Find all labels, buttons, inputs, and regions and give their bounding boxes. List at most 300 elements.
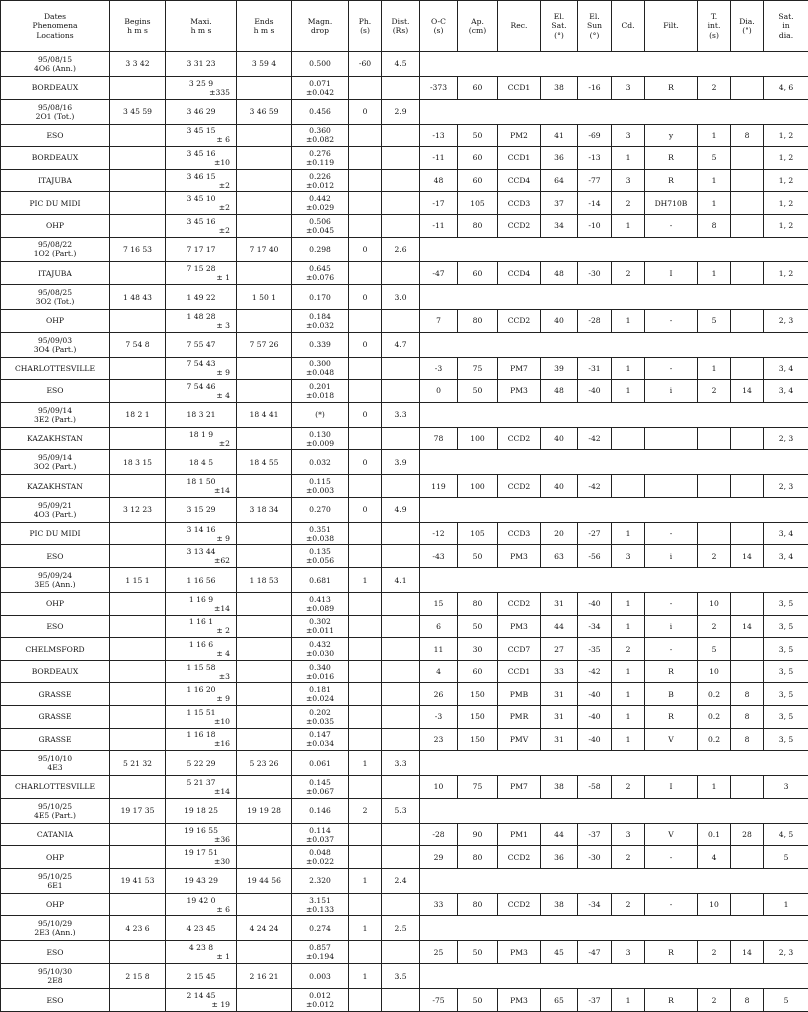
obs-diaphragm: 28: [731, 823, 764, 846]
observation-row: [1, 593, 808, 616]
obs-diaphragm: [731, 522, 764, 545]
obs-elevation-sun: -35: [578, 638, 612, 661]
obs-maxi-time: 3 13 44: [186, 547, 216, 557]
obs-sats-in-diaphragm: 3, 5: [764, 660, 808, 683]
col-ph-header: [349, 1, 382, 52]
obs-magn: [292, 214, 349, 237]
obs-begins: [110, 169, 166, 192]
obs-ph: [349, 310, 382, 333]
obs-ends: [237, 147, 292, 170]
obs-location: OHP: [1, 214, 110, 237]
obs-magn: [292, 728, 349, 751]
obs-elevation-sat: 64: [541, 169, 578, 192]
obs-aperture: 90: [458, 823, 498, 846]
obs-diaphragm: [731, 660, 764, 683]
obs-magn-error: ±0.045: [305, 225, 335, 235]
obs-maxi-time: 3 45 10: [186, 194, 216, 204]
event-phenomenon: 4E3: [47, 763, 63, 773]
obs-magn-value: 0.432: [309, 640, 331, 650]
obs-dist: [382, 192, 420, 215]
obs-dist: [382, 593, 420, 616]
event-date: 95/10/25: [37, 801, 73, 811]
observation-row: [1, 846, 808, 869]
event-dist: 3.5: [382, 964, 420, 989]
obs-maxi-error: ± 19: [211, 1000, 230, 1009]
obs-maxi: [166, 823, 237, 846]
obs-receiver: CCD2: [498, 593, 541, 616]
obs-ph: [349, 893, 382, 916]
obs-elevation-sat: 38: [541, 76, 578, 99]
obs-receiver: CCD1: [498, 660, 541, 683]
obs-receiver: CCD4: [498, 262, 541, 285]
obs-filter: -: [645, 893, 698, 916]
col-rec-line: Rec.: [510, 21, 528, 31]
event-magn: 0.003: [292, 964, 349, 989]
obs-elevation-sat: 36: [541, 846, 578, 869]
obs-aperture: 60: [458, 660, 498, 683]
obs-magn-error: ±0.024: [305, 694, 335, 704]
obs-sats-in-diaphragm: 1, 2: [764, 169, 808, 192]
header-row: [1, 1, 808, 52]
obs-elevation-sun: -69: [578, 124, 612, 147]
obs-maxi-time: 1 16 9: [188, 594, 214, 604]
col-elsun-header: [578, 1, 612, 52]
obs-elevation-sun: -14: [578, 192, 612, 215]
observation-row: [1, 638, 808, 661]
obs-filter: I: [645, 776, 698, 799]
obs-location: CHARLOTTESVILLE: [1, 357, 110, 380]
obs-aperture: 75: [458, 776, 498, 799]
obs-maxi: [166, 615, 237, 638]
obs-ph: [349, 941, 382, 964]
obs-maxi: [166, 706, 237, 729]
obs-magn-error: ±0.048: [305, 368, 335, 378]
obs-magn: [292, 192, 349, 215]
obs-elevation-sat: 65: [541, 989, 578, 1012]
obs-dist: [382, 147, 420, 170]
obs-dist: [382, 427, 420, 450]
observation-row: [1, 941, 808, 964]
obs-dist: [382, 380, 420, 403]
obs-oc: 26: [420, 683, 458, 706]
obs-integration-time: 0.2: [698, 728, 731, 751]
obs-conditions: 1: [612, 683, 645, 706]
event-ph: 1: [349, 916, 382, 941]
obs-location: CHARLOTTESVILLE: [1, 776, 110, 799]
obs-filter: y: [645, 124, 698, 147]
obs-magn: [292, 124, 349, 147]
obs-ph: [349, 475, 382, 498]
obs-ends: [237, 475, 292, 498]
event-date: 95/08/22: [37, 240, 73, 250]
obs-elevation-sat: 48: [541, 262, 578, 285]
col-satdia-line: dia.: [778, 30, 794, 40]
obs-maxi-time: 18 1 50: [186, 477, 216, 487]
event-phenomenon: 2O1 (Tot.): [35, 111, 75, 121]
observation-row: [1, 823, 808, 846]
obs-ends: [237, 728, 292, 751]
obs-receiver: PM1: [498, 823, 541, 846]
obs-aperture: 80: [458, 893, 498, 916]
obs-location: CATANIA: [1, 823, 110, 846]
obs-elevation-sat: 48: [541, 380, 578, 403]
obs-location: ESO: [1, 124, 110, 147]
col-filt-line: Filt.: [663, 21, 679, 31]
obs-elevation-sat: 31: [541, 706, 578, 729]
obs-aperture: 105: [458, 522, 498, 545]
obs-integration-time: [698, 427, 731, 450]
obs-magn-error: ±0.009: [305, 438, 335, 448]
obs-maxi-error: ±14: [213, 603, 230, 613]
col-dates-line: Locations: [36, 30, 74, 40]
obs-diaphragm: [731, 192, 764, 215]
obs-aperture: 50: [458, 124, 498, 147]
observation-row: [1, 192, 808, 215]
observation-row: [1, 357, 808, 380]
col-cd-line: Cd.: [621, 21, 635, 31]
obs-elevation-sat: 44: [541, 823, 578, 846]
event-blank-span: [420, 964, 808, 989]
obs-ends: [237, 776, 292, 799]
obs-integration-time: 4: [698, 846, 731, 869]
obs-elevation-sat: 41: [541, 124, 578, 147]
obs-elevation-sat: 31: [541, 683, 578, 706]
event-blank-span: [420, 402, 808, 427]
event-date: 95/08/16: [37, 102, 73, 112]
event-magn: (*): [292, 402, 349, 427]
event-maxi: 7 55 47: [166, 332, 237, 357]
observation-row: [1, 615, 808, 638]
obs-maxi-error: ± 9: [216, 533, 230, 543]
obs-diaphragm: 8: [731, 989, 764, 1012]
event-row: [1, 332, 808, 357]
obs-conditions: 1: [612, 380, 645, 403]
obs-conditions: 3: [612, 169, 645, 192]
obs-aperture: 50: [458, 989, 498, 1012]
event-date-phenomenon: [1, 497, 110, 522]
col-oc-header: [420, 1, 458, 52]
obs-conditions: 1: [612, 357, 645, 380]
event-date: 95/10/25: [37, 871, 73, 881]
obs-magn-value: 0.201: [309, 381, 331, 391]
obs-ends: [237, 893, 292, 916]
obs-maxi-error: ± 4: [216, 649, 230, 659]
event-ends: 1 18 53: [237, 568, 292, 593]
obs-diaphragm: [731, 776, 764, 799]
event-row: [1, 568, 808, 593]
col-dates-line: Dates: [43, 11, 67, 21]
obs-aperture: 80: [458, 310, 498, 333]
obs-ph: [349, 380, 382, 403]
event-date-phenomenon: [1, 52, 110, 77]
obs-sats-in-diaphragm: 3, 5: [764, 683, 808, 706]
obs-oc: -17: [420, 192, 458, 215]
event-maxi: 1 49 22: [166, 285, 237, 310]
event-dist: 3.3: [382, 402, 420, 427]
obs-maxi: [166, 683, 237, 706]
obs-aperture: 105: [458, 192, 498, 215]
event-date: 95/09/14: [37, 453, 73, 463]
obs-location: CHELMSFORD: [1, 638, 110, 661]
obs-maxi-time: 2 14 45: [186, 991, 216, 1000]
obs-maxi: [166, 380, 237, 403]
col-dates-line: Phenomena: [32, 21, 78, 31]
event-dist: 5.3: [382, 798, 420, 823]
obs-conditions: [612, 475, 645, 498]
event-date: 95/09/21: [37, 500, 73, 510]
event-phenomenon: 1O2 (Part.): [33, 249, 77, 259]
obs-receiver: CCD2: [498, 893, 541, 916]
obs-magn-value: 0.115: [309, 477, 331, 487]
obs-aperture: 50: [458, 615, 498, 638]
obs-magn-value: 0.181: [309, 685, 331, 695]
obs-begins: [110, 660, 166, 683]
event-ends: 5 23 26: [237, 751, 292, 776]
obs-location: KAZAKHSTAN: [1, 427, 110, 450]
col-rec-header: [498, 1, 541, 52]
obs-ends: [237, 823, 292, 846]
obs-magn: [292, 380, 349, 403]
obs-filter: [645, 427, 698, 450]
obs-diaphragm: [731, 76, 764, 99]
obs-begins: [110, 776, 166, 799]
event-date-phenomenon: [1, 916, 110, 941]
event-date-phenomenon: [1, 798, 110, 823]
obs-integration-time: 5: [698, 310, 731, 333]
obs-maxi-error: ± 9: [216, 368, 230, 378]
col-satdia-line: Sat.: [778, 11, 794, 21]
col-elsun-line: El.: [589, 11, 600, 21]
event-magn: 0.456: [292, 99, 349, 124]
obs-magn-error: ±0.194: [305, 952, 335, 962]
obs-elevation-sun: -37: [578, 823, 612, 846]
obs-oc: 6: [420, 615, 458, 638]
obs-magn: [292, 941, 349, 964]
obs-ends: [237, 522, 292, 545]
obs-ph: [349, 124, 382, 147]
obs-maxi-time: 3 45 16: [186, 148, 216, 158]
table-header: [1, 1, 808, 52]
obs-receiver: PM7: [498, 357, 541, 380]
obs-maxi-time: 19 17 51: [184, 848, 218, 858]
obs-receiver: PMB: [498, 683, 541, 706]
col-elsat-line: Sat.: [551, 21, 567, 31]
obs-sats-in-diaphragm: 3, 4: [764, 522, 808, 545]
event-begins: 3 45 59: [110, 99, 166, 124]
obs-location: GRASSE: [1, 728, 110, 751]
obs-location: OHP: [1, 846, 110, 869]
obs-magn: [292, 310, 349, 333]
obs-elevation-sun: -40: [578, 683, 612, 706]
event-blank-span: [420, 450, 808, 475]
obs-elevation-sat: 31: [541, 728, 578, 751]
obs-ends: [237, 706, 292, 729]
event-ph: 0: [349, 237, 382, 262]
obs-integration-time: 1: [698, 169, 731, 192]
obs-begins: [110, 615, 166, 638]
obs-begins: [110, 823, 166, 846]
obs-location: KAZAKHSTAN: [1, 475, 110, 498]
obs-diaphragm: [731, 893, 764, 916]
obs-sats-in-diaphragm: 2, 3: [764, 475, 808, 498]
col-begins-line: h m s: [127, 26, 148, 35]
obs-magn-error: ±0.056: [305, 556, 335, 566]
obs-dist: [382, 214, 420, 237]
event-row: [1, 99, 808, 124]
event-date-phenomenon: [1, 332, 110, 357]
obs-magn-value: 0.147: [309, 730, 331, 740]
obs-ends: [237, 310, 292, 333]
event-phenomenon: 3E5 (Ann.): [34, 580, 76, 590]
event-ph: 1: [349, 964, 382, 989]
obs-maxi-error: ±2: [218, 438, 230, 448]
obs-receiver: CCD2: [498, 475, 541, 498]
obs-magn-value: 0.276: [309, 148, 331, 158]
observation-row: [1, 76, 808, 99]
obs-sats-in-diaphragm: 1, 2: [764, 214, 808, 237]
obs-oc: -373: [420, 76, 458, 99]
obs-elevation-sat: 40: [541, 427, 578, 450]
obs-maxi-error: ±36: [213, 834, 230, 844]
obs-aperture: 60: [458, 262, 498, 285]
obs-maxi-error: ±335: [209, 87, 230, 97]
obs-location: ESO: [1, 989, 110, 1012]
obs-elevation-sat: 36: [541, 147, 578, 170]
obs-aperture: 60: [458, 76, 498, 99]
obs-integration-time: 5: [698, 147, 731, 170]
obs-integration-time: 10: [698, 893, 731, 916]
obs-elevation-sun: -31: [578, 357, 612, 380]
obs-filter: i: [645, 380, 698, 403]
obs-ph: [349, 357, 382, 380]
obs-ends: [237, 545, 292, 568]
obs-filter: -: [645, 593, 698, 616]
obs-magn-value: 0.506: [309, 216, 331, 226]
obs-begins: [110, 522, 166, 545]
event-ends: 3 18 34: [237, 497, 292, 522]
obs-conditions: 2: [612, 776, 645, 799]
obs-maxi-time: 7 54 43: [186, 359, 216, 369]
table-body: [1, 52, 808, 1012]
obs-magn-error: ±0.034: [305, 739, 335, 749]
obs-oc: 78: [420, 427, 458, 450]
obs-integration-time: 1: [698, 262, 731, 285]
obs-magn-error: ±0.035: [305, 716, 335, 726]
observation-row: [1, 262, 808, 285]
obs-maxi: [166, 989, 237, 1012]
event-begins: 18 2 1: [110, 402, 166, 427]
event-row: [1, 237, 808, 262]
obs-elevation-sat: 37: [541, 192, 578, 215]
event-row: [1, 450, 808, 475]
obs-magn-value: 0.302: [309, 617, 331, 627]
obs-maxi-time: 1 15 58: [186, 662, 216, 672]
event-row: [1, 52, 808, 77]
obs-diaphragm: [731, 357, 764, 380]
obs-receiver: CCD7: [498, 638, 541, 661]
obs-magn-value: 0.012: [309, 991, 331, 1000]
obs-oc: -3: [420, 357, 458, 380]
obs-integration-time: 2: [698, 615, 731, 638]
event-blank-span: [420, 99, 808, 124]
obs-magn: [292, 545, 349, 568]
obs-maxi-time: 7 15 28: [186, 264, 216, 274]
obs-filter: V: [645, 728, 698, 751]
obs-filter: DH710B: [645, 192, 698, 215]
event-dist: 3.0: [382, 285, 420, 310]
obs-elevation-sun: -28: [578, 310, 612, 333]
obs-diaphragm: 8: [731, 728, 764, 751]
obs-dist: [382, 615, 420, 638]
obs-ends: [237, 593, 292, 616]
obs-magn-error: ±0.076: [305, 273, 335, 283]
obs-location: ESO: [1, 545, 110, 568]
obs-dist: [382, 638, 420, 661]
obs-oc: 25: [420, 941, 458, 964]
observation-row: [1, 147, 808, 170]
obs-maxi-time: 3 46 15: [186, 171, 216, 181]
event-magn: 2.320: [292, 868, 349, 893]
obs-maxi: [166, 214, 237, 237]
obs-filter: B: [645, 683, 698, 706]
obs-elevation-sat: 20: [541, 522, 578, 545]
obs-magn-value: 0.071: [309, 78, 331, 88]
obs-magn: [292, 427, 349, 450]
obs-aperture: 80: [458, 593, 498, 616]
event-ends: 19 19 28: [237, 798, 292, 823]
obs-receiver: CCD2: [498, 214, 541, 237]
obs-diaphragm: [731, 214, 764, 237]
obs-dist: [382, 475, 420, 498]
obs-oc: -28: [420, 823, 458, 846]
obs-magn-error: ±0.067: [305, 786, 335, 796]
obs-oc: -11: [420, 214, 458, 237]
col-ph-line: Ph.: [358, 16, 372, 26]
col-tint-header: [698, 1, 731, 52]
obs-ph: [349, 638, 382, 661]
obs-begins: [110, 638, 166, 661]
col-ph-line: (s): [360, 26, 370, 35]
obs-dist: [382, 706, 420, 729]
event-date-phenomenon: [1, 402, 110, 427]
event-phenomenon: 3O2 (Tot.): [35, 297, 75, 307]
obs-maxi: [166, 660, 237, 683]
obs-dist: [382, 728, 420, 751]
event-dist: 4.1: [382, 568, 420, 593]
obs-location: ESO: [1, 615, 110, 638]
obs-magn-error: ±0.038: [305, 533, 335, 543]
event-dist: 3.9: [382, 450, 420, 475]
obs-magn: [292, 615, 349, 638]
obs-elevation-sun: -10: [578, 214, 612, 237]
col-tint-line: T.: [710, 11, 718, 21]
obs-aperture: 100: [458, 475, 498, 498]
obs-magn-error: ±0.012: [305, 1000, 335, 1009]
obs-maxi-error: ±3: [218, 671, 230, 681]
obs-integration-time: 10: [698, 593, 731, 616]
obs-diaphragm: [731, 638, 764, 661]
obs-magn: [292, 262, 349, 285]
observation-row: [1, 475, 808, 498]
obs-oc: -12: [420, 522, 458, 545]
obs-elevation-sat: 31: [541, 593, 578, 616]
obs-sats-in-diaphragm: 4, 5: [764, 823, 808, 846]
obs-elevation-sun: -34: [578, 893, 612, 916]
obs-receiver: PM3: [498, 941, 541, 964]
obs-diaphragm: 14: [731, 380, 764, 403]
obs-oc: 15: [420, 593, 458, 616]
obs-conditions: [612, 427, 645, 450]
